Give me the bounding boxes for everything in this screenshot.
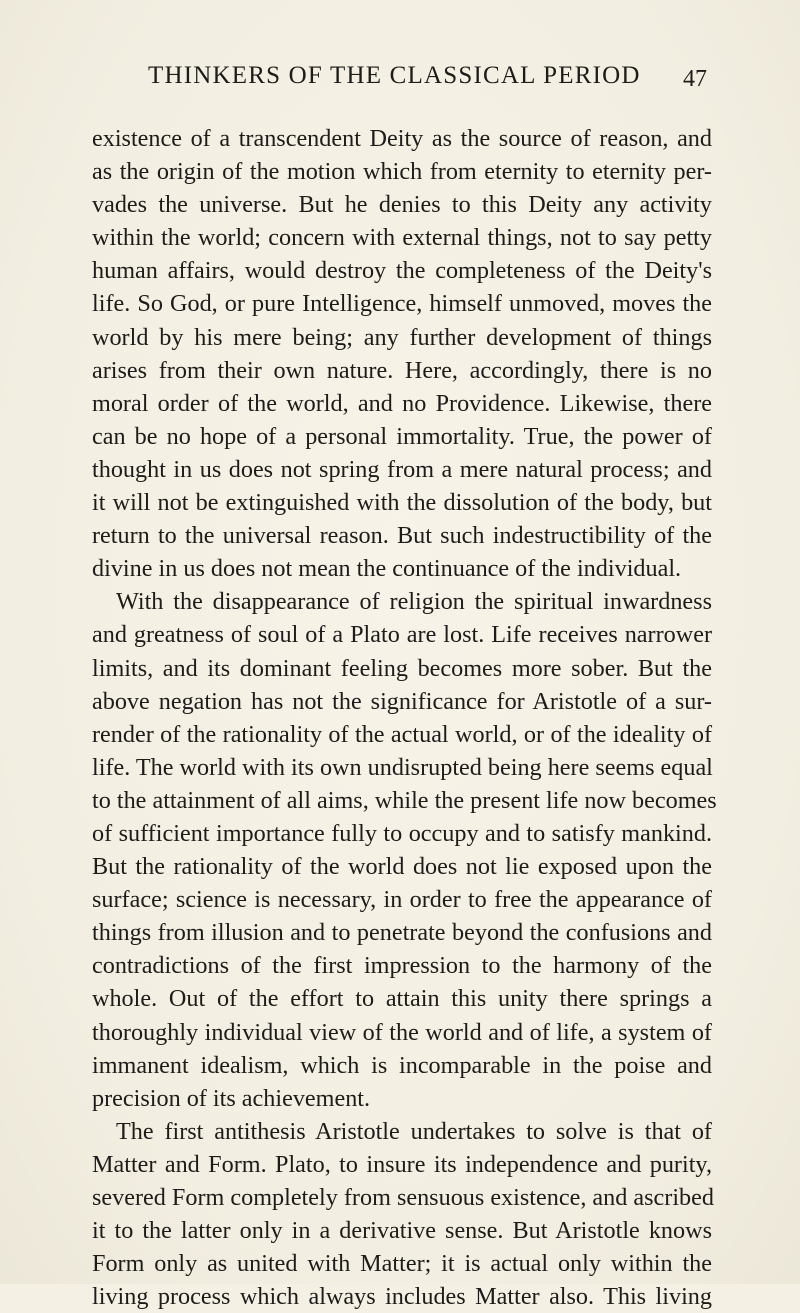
text-line: as the origin of the motion which from eternity to eternity per- bbox=[92, 158, 712, 186]
text-line: it will not be extinguished with the dissolution of the body, but bbox=[92, 489, 712, 517]
text-line: life. So God, or pure Intelligence, himself unmoved, moves the bbox=[92, 290, 712, 318]
text-line: return to the universal reason. But such indestructibility of the bbox=[92, 522, 712, 550]
running-head bbox=[0, 62, 800, 96]
text-line: things from illusion and to penetrate beyond the confusions and bbox=[92, 919, 712, 947]
text-line: render of the rationality of the actual world, or of the ideality of bbox=[92, 720, 712, 748]
text-line: vades the universe. But he denies to this Deity any activity bbox=[92, 191, 712, 219]
text-line: within the world; concern with external things, not to say petty bbox=[92, 224, 712, 252]
text-line: of sufficient importance fully to occupy and to satisfy mankind. bbox=[92, 819, 712, 847]
text-line: human affairs, would destroy the completeness of the Deity's bbox=[92, 257, 712, 285]
text-line: arises from their own nature. Here, accordingly, there is no bbox=[92, 356, 712, 384]
running-head-title: THINKERS OF THE CLASSICAL PERIOD bbox=[148, 62, 641, 89]
body-text bbox=[92, 122, 717, 1313]
text-line: thought in us does not spring from a mere natural process; and bbox=[92, 455, 712, 483]
text-line: Form only as united with Matter; it is actual only within the bbox=[92, 1250, 712, 1278]
text-line: The first antithesis Aristotle undertakes to solve is that of bbox=[116, 1117, 712, 1145]
text-line: whole. Out of the effort to attain this unity there springs a bbox=[92, 985, 712, 1013]
text-line: to the attainment of all aims, while the present life now becomes bbox=[92, 786, 717, 814]
text-line: living process which always includes Matter also. This living bbox=[92, 1283, 712, 1311]
text-line: With the disappearance of religion the spiritual inwardness bbox=[116, 588, 712, 616]
text-line: limits, and its dominant feeling becomes more sober. But the bbox=[92, 654, 712, 682]
text-line: it to the latter only in a derivative sense. But Aristotle knows bbox=[92, 1217, 712, 1245]
text-line: world by his mere being; any further development of things bbox=[92, 323, 712, 351]
page-number: 47 bbox=[683, 66, 707, 92]
text-line: divine in us does not mean the continuance of the individual. bbox=[92, 555, 682, 583]
text-line: contradictions of the first impression to the harmony of the bbox=[92, 952, 712, 980]
text-line: precision of its achievement. bbox=[92, 1084, 371, 1112]
text-line: can be no hope of a personal immortality. True, the power of bbox=[92, 422, 712, 450]
text-line: immanent idealism, which is incomparable in the poise and bbox=[92, 1051, 712, 1079]
text-line: existence of a transcendent Deity as the source of reason, and bbox=[92, 125, 712, 152]
text-line: above negation has not the significance for Aristotle of a sur- bbox=[92, 687, 712, 715]
text-line: moral order of the world, and no Providence. Likewise, there bbox=[92, 389, 712, 417]
text-line: life. The world with its own undisrupted being here seems equal bbox=[92, 753, 713, 781]
text-line: Matter and Form. Plato, to insure its independence and purity, bbox=[92, 1150, 712, 1178]
text-line: and greatness of soul of a Plato are lost. Life receives narrower bbox=[92, 621, 712, 649]
text-line: surface; science is necessary, in order to free the appearance of bbox=[92, 886, 712, 914]
text-line: But the rationality of the world does not lie exposed upon the bbox=[92, 853, 712, 881]
text-line: severed Form completely from sensuous existence, and ascribed bbox=[92, 1184, 714, 1211]
text-line: thoroughly individual view of the world and of life, a system of bbox=[92, 1018, 712, 1046]
